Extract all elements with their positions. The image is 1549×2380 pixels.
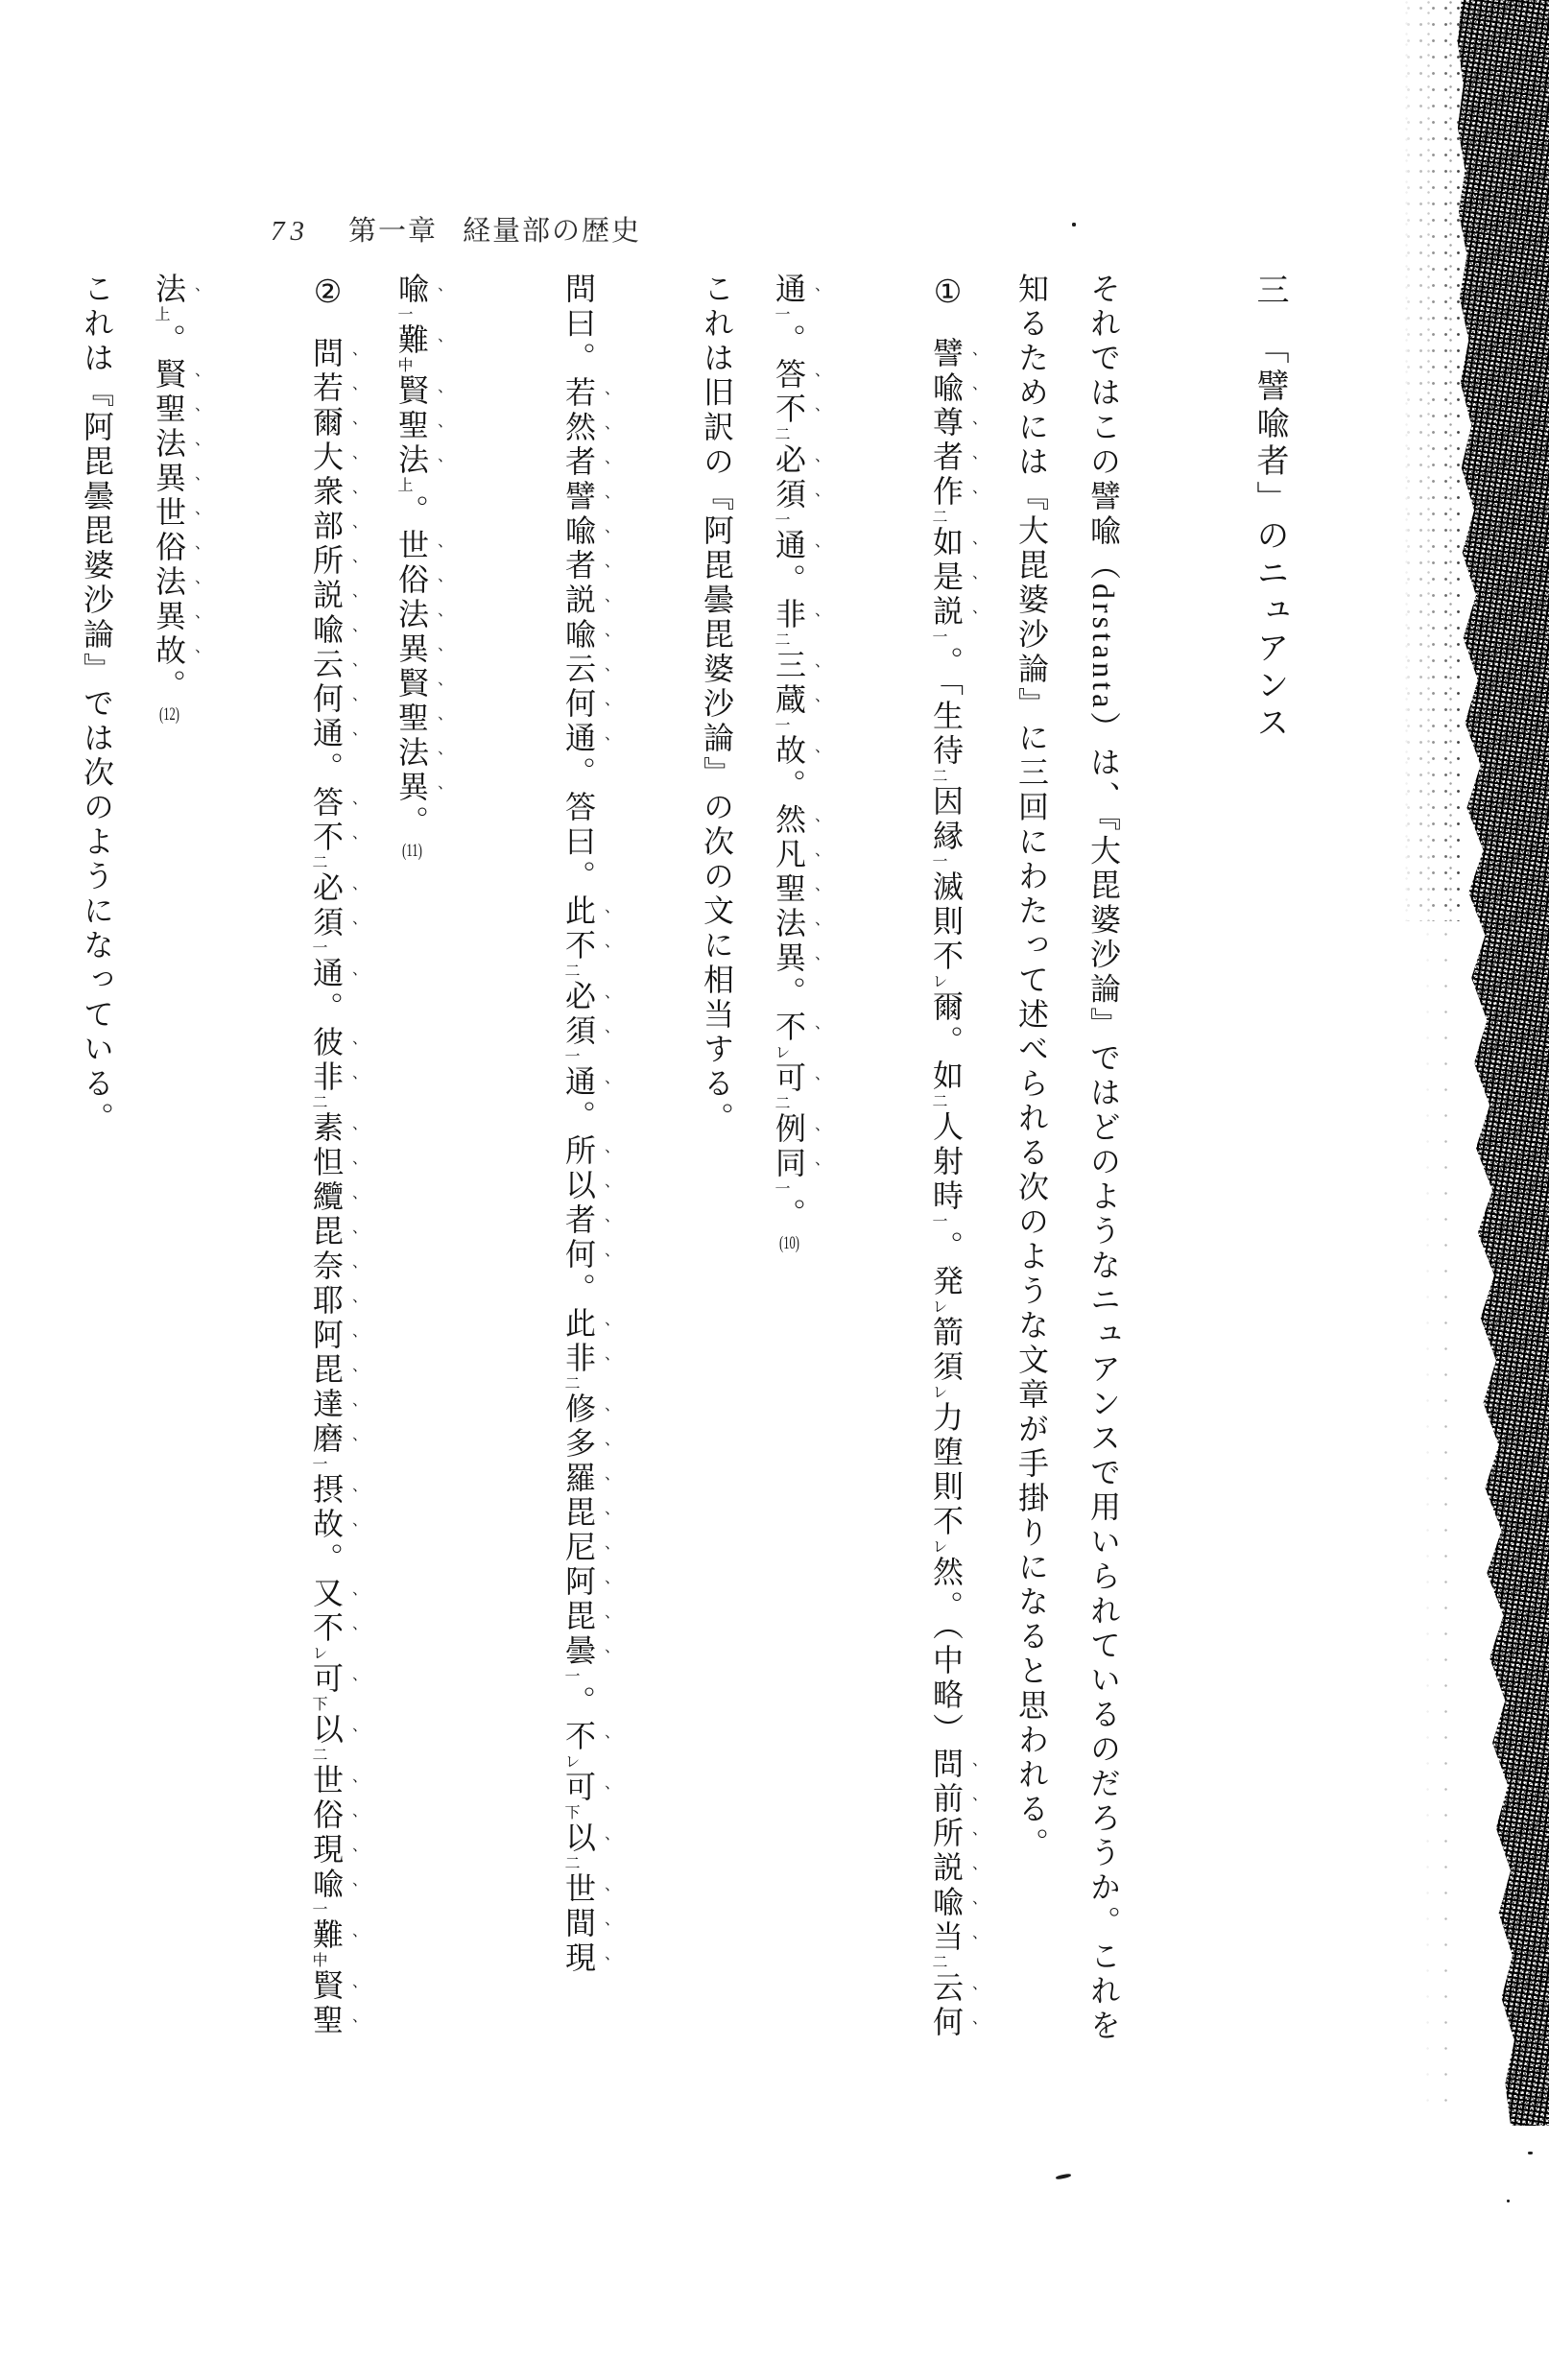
text-segment: 。 bbox=[772, 976, 806, 1011]
text-segment: 通 bbox=[309, 957, 344, 991]
text-segment: 問前所説喩当 bbox=[929, 1748, 964, 1955]
kaeriten-mark: 一 bbox=[310, 1901, 326, 1917]
text-segment: 。 bbox=[561, 1100, 596, 1134]
text-segment: 素怛纜毘奈耶阿毘達磨 bbox=[309, 1111, 344, 1457]
text-segment: 力堕則不 bbox=[929, 1401, 964, 1539]
text-segment: 然。（中略） bbox=[929, 1556, 964, 1748]
text-segment: 。 bbox=[309, 751, 344, 786]
text-segment: 譬喩尊者作 bbox=[929, 337, 964, 510]
text-segment: 答曰。 bbox=[561, 791, 596, 894]
text-segment: 通 bbox=[772, 529, 806, 563]
text-segment: 如是説 bbox=[929, 526, 964, 630]
text-segment: 難 bbox=[309, 1918, 344, 1953]
text-segment: 人射時 bbox=[929, 1110, 964, 1214]
quote-2-col-1 bbox=[560, 273, 671, 2120]
section-heading-column bbox=[1251, 273, 1445, 2120]
quote-3-col-1 bbox=[308, 273, 366, 2120]
kaeriten-mark: 二 bbox=[562, 1375, 579, 1392]
kaeriten-mark: レ bbox=[930, 973, 946, 989]
kaeriten-mark: 中 bbox=[395, 357, 412, 373]
kaeriten-mark: レ bbox=[562, 1753, 579, 1770]
text-segment: 例同 bbox=[772, 1112, 806, 1181]
page-number: 73 bbox=[271, 216, 310, 247]
text-segment: 以 bbox=[561, 1821, 596, 1856]
quote-4-col-1 bbox=[0, 273, 51, 2120]
text-segment: 問若爾大衆部所説喩云何通 bbox=[309, 337, 344, 751]
paragraph-2 bbox=[699, 273, 743, 2120]
text-segment: 彼非 bbox=[309, 1026, 344, 1095]
chapter-title: 経量部の歴史 bbox=[463, 216, 642, 247]
vertical-text-block bbox=[0, 273, 1445, 2120]
text-segment: 滅則不 bbox=[929, 870, 964, 974]
quote-1-col-1 bbox=[928, 273, 986, 2120]
kaeriten-mark: レ bbox=[930, 1298, 946, 1315]
text-segment: 又不 bbox=[309, 1577, 344, 1646]
text-segment: これは旧訳の『阿毘曇毘婆沙論』の次の文に相当する。 bbox=[700, 273, 734, 1136]
text-segment: 必須 bbox=[561, 980, 596, 1049]
text-segment: 。 bbox=[309, 991, 344, 1026]
text-segment: 。 bbox=[309, 1542, 344, 1577]
ink-speck bbox=[1528, 2152, 1533, 2154]
text-segment: 通 bbox=[772, 273, 806, 307]
kaeriten-mark: 二 bbox=[930, 1954, 946, 1970]
text-segment: 然凡聖法異 bbox=[772, 803, 806, 976]
kaeriten-mark: レ bbox=[773, 1044, 789, 1060]
text-segment: 。 bbox=[152, 669, 186, 703]
text-segment: 。 bbox=[561, 1685, 596, 1720]
text-segment: 三 「譬喩者」のニュアンス bbox=[1251, 273, 1287, 743]
ink-speck bbox=[1507, 2200, 1510, 2202]
kaeriten-mark: 二 bbox=[562, 1855, 579, 1871]
kaeriten-mark: 二 bbox=[562, 963, 579, 979]
footnote-reference: (10) bbox=[779, 1234, 799, 1252]
chapter-label: 第一章 bbox=[348, 216, 439, 247]
quote-1-col-2 bbox=[771, 273, 900, 2120]
kaeriten-mark: レ bbox=[930, 1384, 946, 1400]
text-segment: 可 bbox=[309, 1662, 344, 1697]
kaeriten-mark: 二 bbox=[773, 631, 789, 648]
kaeriten-mark: 二 bbox=[310, 854, 326, 870]
text-segment: 賢聖法異世俗法異故 bbox=[152, 358, 186, 669]
ink-speck bbox=[1056, 2173, 1071, 2179]
kaeriten-mark: 二 bbox=[930, 768, 946, 784]
kaeriten-mark: 一 bbox=[930, 853, 946, 869]
text-segment: 非 bbox=[772, 598, 806, 632]
kaeriten-mark: 中 bbox=[310, 1952, 326, 1968]
text-segment: 此非 bbox=[561, 1307, 596, 1376]
text-segment: 答不 bbox=[772, 358, 806, 427]
text-segment: 知るためには『大毘婆沙論』に三回にわたって述べられる次のような文章が手掛りになると思われる。 bbox=[1014, 273, 1049, 1862]
text-segment: 不 bbox=[772, 1011, 806, 1045]
text-segment: 云何 bbox=[929, 1971, 964, 2040]
text-segment: それではこの譬喩（drstanta）は、『大毘婆沙論』ではどのようなニュアンスで用いられているのだろうか。これを bbox=[1086, 273, 1121, 2044]
text-segment: 賢聖法 bbox=[394, 374, 429, 478]
text-segment: 世間現 bbox=[561, 1872, 596, 1976]
text-segment: 所以者何 bbox=[561, 1134, 596, 1273]
text-segment: 。 bbox=[772, 563, 806, 598]
text-segment: 因縁 bbox=[929, 785, 964, 854]
kaeriten-mark: 二 bbox=[310, 1094, 326, 1110]
text-segment: 。 bbox=[561, 1273, 596, 1307]
footnote-reference: (12) bbox=[159, 705, 179, 724]
kaeriten-mark: 一 bbox=[773, 717, 789, 733]
text-segment: 。 bbox=[561, 756, 596, 791]
text-segment: 必須 bbox=[772, 443, 806, 512]
text-segment: 賢聖 bbox=[309, 1969, 344, 2038]
kaeriten-mark: 二 bbox=[930, 509, 946, 525]
text-segment: 世俗現喩 bbox=[309, 1764, 344, 1902]
kaeriten-mark: 一 bbox=[773, 1180, 789, 1197]
text-segment: 三蔵 bbox=[772, 649, 806, 718]
kaeriten-mark: 一 bbox=[562, 1048, 579, 1064]
quote-item-marker: ① bbox=[929, 273, 964, 314]
text-segment: 問曰。 bbox=[561, 273, 596, 376]
text-segment: 不 bbox=[561, 1720, 596, 1754]
text-segment: 此不 bbox=[561, 894, 596, 964]
text-segment: 可 bbox=[561, 1771, 596, 1805]
text-segment: これは『阿毘曇毘婆沙論』では次のようになっている。 bbox=[80, 273, 114, 1136]
text-segment: 。 bbox=[772, 769, 806, 803]
text-segment: 法 bbox=[152, 273, 186, 307]
kaeriten-mark: 一 bbox=[930, 1213, 946, 1229]
kaeriten-mark: 二 bbox=[310, 1747, 326, 1763]
text-segment: 故 bbox=[772, 734, 806, 769]
quote-3-col-2 bbox=[151, 273, 280, 2120]
text-segment: 通 bbox=[561, 1065, 596, 1100]
kaeriten-mark: 下 bbox=[562, 1804, 579, 1821]
text-segment: 爾。如 bbox=[929, 990, 964, 1094]
footnote-reference: (11) bbox=[402, 842, 422, 860]
kaeriten-mark: 下 bbox=[310, 1696, 326, 1712]
text-segment: 。 bbox=[772, 1198, 806, 1232]
kaeriten-mark: レ bbox=[310, 1645, 326, 1661]
kaeriten-mark: 二 bbox=[773, 1095, 789, 1111]
text-segment: 必須 bbox=[309, 871, 344, 940]
kaeriten-mark: 一 bbox=[773, 306, 789, 322]
kaeriten-mark: 上 bbox=[395, 477, 412, 493]
kaeriten-mark: レ bbox=[930, 1538, 946, 1555]
kaeriten-mark: 二 bbox=[930, 1093, 946, 1109]
text-segment: 可 bbox=[772, 1061, 806, 1096]
kaeriten-mark: 二 bbox=[773, 426, 789, 442]
paragraph-3 bbox=[79, 273, 123, 2120]
text-segment: 以 bbox=[309, 1713, 344, 1748]
text-segment: 。 bbox=[394, 805, 429, 840]
ink-speck bbox=[1072, 223, 1076, 226]
text-segment: 摂故 bbox=[309, 1473, 344, 1542]
text-segment: 喩 bbox=[394, 273, 429, 307]
text-segment: 。「生待 bbox=[929, 646, 964, 769]
paragraph-1-col-1 bbox=[1085, 273, 1189, 2120]
text-segment: 。発 bbox=[929, 1230, 964, 1299]
kaeriten-mark: 一 bbox=[562, 1668, 579, 1684]
kaeriten-mark: 一 bbox=[773, 512, 789, 528]
kaeriten-mark: 一 bbox=[310, 1456, 326, 1472]
kaeriten-mark: 上 bbox=[153, 306, 169, 322]
text-segment: 。 bbox=[394, 494, 429, 529]
paragraph-1-col-2 bbox=[1013, 273, 1058, 2120]
text-segment: 若然者譬喩者説喩云何通 bbox=[561, 376, 596, 756]
kaeriten-mark: 一 bbox=[310, 940, 326, 956]
text-segment: 箭須 bbox=[929, 1316, 964, 1385]
text-segment: 答不 bbox=[309, 786, 344, 855]
text-segment: 。 bbox=[772, 323, 806, 358]
kaeriten-mark: 一 bbox=[395, 306, 412, 322]
running-header bbox=[271, 209, 641, 249]
text-segment: 修多羅毘尼阿毘曇 bbox=[561, 1392, 596, 1669]
text-segment: 世俗法異賢聖法異 bbox=[394, 529, 429, 805]
binding-shadow-noise-band bbox=[1458, 0, 1549, 2126]
text-segment: 難 bbox=[394, 323, 429, 358]
text-segment: 。 bbox=[152, 323, 186, 358]
quote-2-col-2 bbox=[393, 273, 533, 2120]
quote-item-marker: ② bbox=[309, 273, 344, 314]
kaeriten-mark: 一 bbox=[930, 629, 946, 645]
